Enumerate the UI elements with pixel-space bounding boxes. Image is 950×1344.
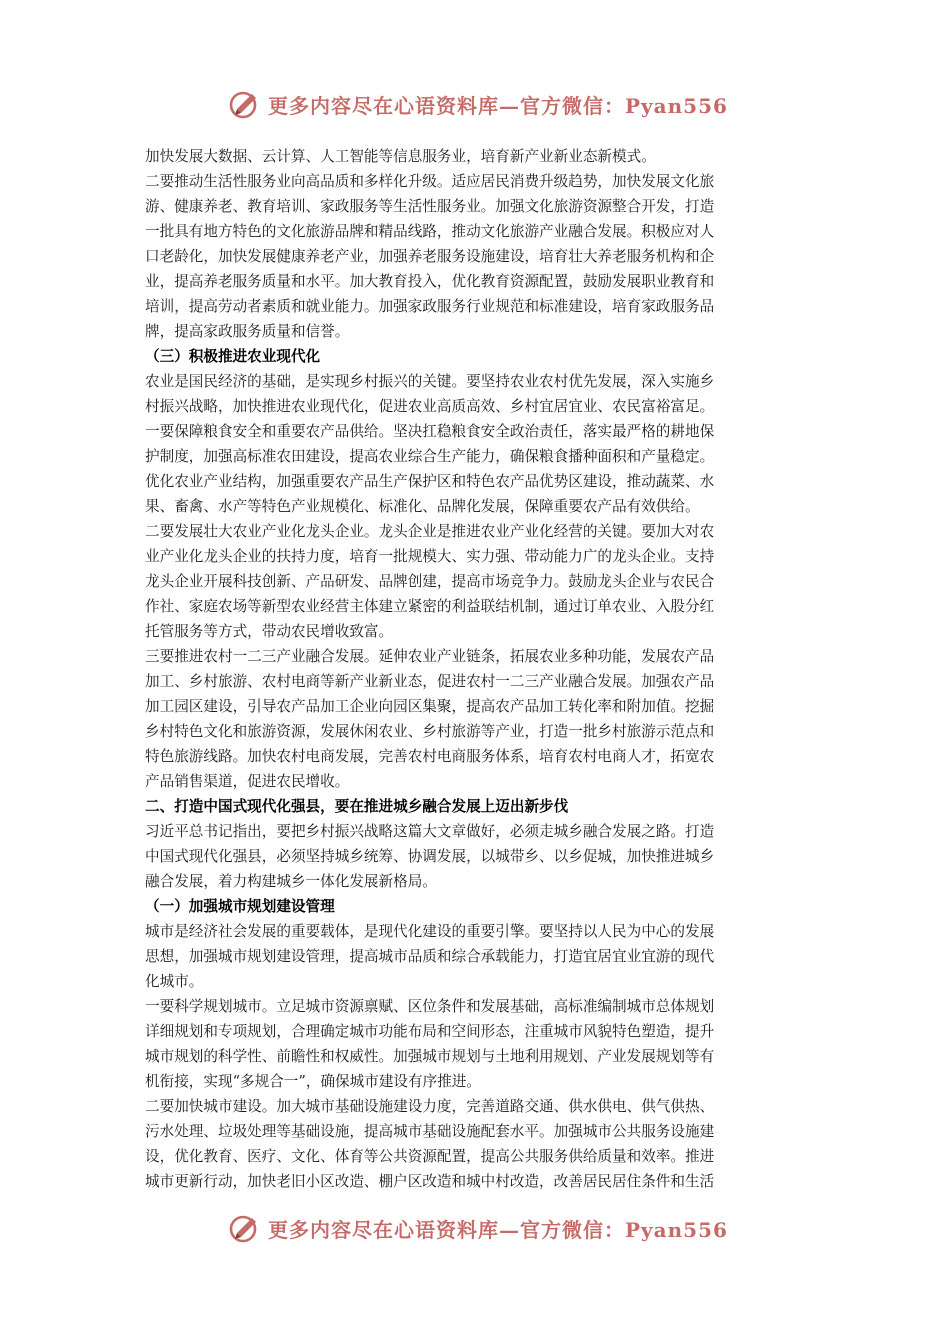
pen-logo-icon	[228, 1211, 262, 1245]
paragraph-line: 托管服务等方式，带动农民增收致富。	[145, 623, 394, 640]
watermark-text: 更多内容尽在心语资料库—官方微信：Pyan556	[268, 1217, 728, 1242]
paragraph-line: 龙头企业开展科技创新、产品研发、品牌创建，提高市场竞争力。鼓励龙头企业与农民合	[145, 573, 715, 590]
paragraph-line: 中国式现代化强县，必须坚持城乡统筹、协调发展，以城带乡、以乡促城，加快推进城乡	[145, 848, 715, 865]
paragraph-line: 设，优化教育、医疗、文化、体育等公共资源配置，提高公共服务供给质量和效率。推进	[145, 1148, 715, 1165]
paragraph-line: 培训，提高劳动者素质和就业能力。加强家政服务行业规范和标准建设，培育家政服务品	[145, 298, 715, 315]
pen-logo-icon	[228, 87, 262, 121]
paragraph-line: 口老龄化，加快发展健康养老产业，加强养老服务设施建设，培育壮大养老服务机构和企	[145, 248, 715, 265]
paragraph-line: 三要推进农村一二三产业融合发展。延伸农业产业链条，拓展农业多种功能，发展农产品	[145, 648, 715, 665]
paragraph-line: 业产业化龙头企业的扶持力度，培育一批规模大、实力强、带动能力广的龙头企业。支持	[145, 548, 715, 565]
paragraph-line: 加工园区建设，引导农产品加工企业向园区集聚，提高农产品加工转化率和附加值。挖掘	[145, 698, 715, 715]
paragraph-line: 化城市。	[145, 973, 204, 990]
paragraph-line: 产品销售渠道，促进农民增收。	[145, 773, 350, 790]
watermark-banner-top	[228, 84, 728, 124]
paragraph-line: 游、健康养老、教育培训、家政服务等生活性服务业。加强文化旅游资源整合开发，打造	[145, 198, 715, 215]
watermark-text: 更多内容尽在心语资料库—官方微信：Pyan556	[268, 93, 728, 118]
paragraph-line: 一要保障粮食安全和重要农产品供给。坚决扛稳粮食安全政治责任，落实最严格的耕地保	[145, 423, 715, 440]
paragraph-line: 村振兴战略，加快推进农业现代化，促进农业高质高效、乡村宜居宜业、农民富裕富足。	[145, 398, 715, 415]
paragraph-line: 二要加快城市建设。加大城市基础设施建设力度，完善道路交通、供水供电、供气供热、	[145, 1098, 715, 1115]
paragraph-line: 特色旅游线路。加快农村电商发展，完善农村电商服务体系，培育农村电商人才，拓宽农	[145, 748, 715, 765]
paragraph-line: 业，提高养老服务质量和水平。加大教育投入，优化教育资源配置，鼓励发展职业教育和	[145, 273, 715, 290]
paragraph-line: 乡村特色文化和旅游资源，发展休闲农业、乡村旅游等产业，打造一批乡村旅游示范点和	[145, 723, 715, 740]
section-heading: （一）加强城市规划建设管理	[145, 898, 335, 915]
paragraph-line: 城市规划的科学性、前瞻性和权威性。加强城市规划与土地利用规划、产业发展规划等有	[145, 1048, 715, 1065]
paragraph-line: 优化农业产业结构，加强重要农产品生产保护区和特色农产品优势区建设，推动蔬菜、水	[145, 473, 715, 490]
paragraph-line: 护制度，加强高标准农田建设，提高农业综合生产能力，确保粮食播种面积和产量稳定。	[145, 448, 715, 465]
paragraph-line: 农业是国民经济的基础，是实现乡村振兴的关键。要坚持农业农村优先发展，深入实施乡	[145, 373, 715, 390]
paragraph-line: 作社、家庭农场等新型农业经营主体建立紧密的利益联结机制，通过订单农业、入股分红	[145, 598, 715, 615]
section-heading: （三）积极推进农业现代化	[145, 348, 321, 365]
watermark-banner-bottom	[228, 1208, 728, 1248]
paragraph-line: 机衔接，实现“多规合一”，确保城市建设有序推进。	[145, 1073, 481, 1090]
paragraph-line: 习近平总书记指出，要把乡村振兴战略这篇大文章做好，必须走城乡融合发展之路。打造	[145, 823, 715, 840]
paragraph-line: 加工、乡村旅游、农村电商等新产业新业态，促进农村一二三产业融合发展。加强农产品	[145, 673, 715, 690]
paragraph-line: 一批具有地方特色的文化旅游品牌和精品线路，推动文化旅游产业融合发展。积极应对人	[145, 223, 715, 240]
paragraph-line: 二要推动生活性服务业向高品质和多样化升级。适应居民消费升级趋势，加快发展文化旅	[145, 173, 715, 190]
paragraph-line: 果、畜禽、水产等特色产业规模化、标准化、品牌化发展，保障重要农产品有效供给。	[145, 498, 700, 515]
document-body	[145, 144, 811, 1194]
paragraph-line: 详细规划和专项规划，合理确定城市功能布局和空间形态，注重城市风貌特色塑造，提升	[145, 1023, 715, 1040]
paragraph-line: 思想，加强城市规划建设管理，提高城市品质和综合承载能力，打造宜居宜业宜游的现代	[145, 948, 715, 965]
paragraph-line: 加快发展大数据、云计算、人工智能等信息服务业，培育新产业新业态新模式。	[145, 148, 656, 165]
paragraph-line: 污水处理、垃圾处理等基础设施，提高城市基础设施配套水平。加强城市公共服务设施建	[145, 1123, 715, 1140]
paragraph-line: 城市更新行动，加快老旧小区改造、棚户区改造和城中村改造，改善居民居住条件和生活	[145, 1173, 715, 1190]
section-heading: 二、打造中国式现代化强县，要在推进城乡融合发展上迈出新步伐	[145, 798, 569, 815]
paragraph-line: 城市是经济社会发展的重要载体，是现代化建设的重要引擎。要坚持以人民为中心的发展	[145, 923, 715, 940]
paragraph-line: 牌，提高家政服务质量和信誉。	[145, 323, 350, 340]
paragraph-line: 一要科学规划城市。立足城市资源禀赋、区位条件和发展基础，高标准编制城市总体规划	[145, 998, 715, 1015]
paragraph-line: 二要发展壮大农业产业化龙头企业。龙头企业是推进农业产业化经营的关键。要加大对农	[145, 523, 715, 540]
paragraph-line: 融合发展，着力构建城乡一体化发展新格局。	[145, 873, 437, 890]
